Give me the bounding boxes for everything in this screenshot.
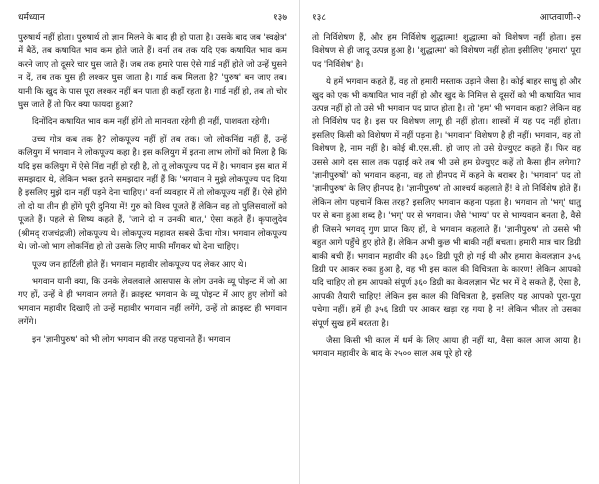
left-page [0,0,299,484]
right-page [300,0,599,484]
left-page-header [18,10,287,23]
paragraph: तो निर्विशेषण हैं, और हम निर्विशेष शुद्धात्मा! शुद्धात्मा को विशेषण नहीं होता। इस विशेषण से ही जादू उत्पन्न हुआ है। 'शुद्धात्मा' को विशेषण नहीं होता इसीलिए 'हमारा' पूरा पद 'निर्विशेष' है। [312,33,581,70]
page-number: १३८ [312,13,327,23]
paragraph: पुरुषार्थ नहीं होता। पुरुषार्थ तो ज्ञान मिलने के बाद ही हो पाता है। उसके बाद जब 'स्वक्षेत्र' में बैठें, तब कषायित भाव कम होते जाते हैं। वर्ना तब तक यदि एक कषायित भाव कम करने जाए तो दूसरे चार घुस जाते हैं। जब तक हमारे पास ऐसे गार्ड नहीं होते जो उन्हें घुसने न दें, तब तक घुस ही लश्कर घुस जाता है। गार्ड कब मिलता है? 'पुरुष' बन जाए तब। यानी कि खुद के पास पूरा लश्कर नहीं बन पाता ही कहाँ रहता है। गार्ड नहीं हो, तब तो चोर घुस जाते हैं तो फिर क्या फायदा हुआ? [18,33,287,111]
page-number: १३७ [272,13,287,23]
paragraph: भगवान यानी क्या, कि उनके लेवलवाले आसपास के लोग उनके व्यू पोइन्ट में जो आ गए हों, उन्हें वे ही भगवान लगते हैं। क्राइस्ट भगवान के व्यू पोइन्ट में आए हुए लोगों को भगवान महावीर दिखाएँ तो उन्हें महावीर भगवान नहीं लगेंगे, उन्हें तो क्राइस्ट ही भगवान लगेंगे। [18,276,287,328]
paragraph: ये हमें भगवान कहते हैं, वह तो हमारी मस्ताक उड़ाने जैसा है। कोई बाहर साधु हो और खुद को एक भी कषायित भाव नहीं हो और खुद के निमित्त से दूसरों को भी कषायित भाव उत्पन्न नहीं हो तो उसे भी भगवान पद प्राप्त होता है। तो 'हम' भी भगवान कहा? लेकिन वह तो निर्विशेष पद है। इस पर विशेषण लागू ही नहीं होता। शास्त्रों में यह पद नहीं होता। इसलिए किसी को विशेषण में नहीं पड़ना है। 'भगवान' विशेषण है ही नहीं। भगवान, वह तो विशेषण है, नाम नहीं है। कोई बी.एस.सी. हो जाए तो उसे ग्रेज्युएट कहते हैं। फिर वह उससे आगे दस साल तक पढ़ाई करे तब भी उसे हम ग्रेज्युएट कहें तो कैसा हीन लगेगा? 'ज्ञानीपुरुषों' को भगवान कहना, वह तो हीनपद में कहने के बराबर है। 'भगवान' पद तो 'ज्ञानीपुरुष' के लिए हीनपद है। 'ज्ञानीपुरुष' तो आश्चर्य कहलाते हैं! वे तो निर्विशेष होते हैं। लेकिन लोग पहचानें किस तरह? इसलिए भगवान कहना पड़ता है। भगवान तो 'भग्' धातु पर से बना हुआ शब्द है। 'भग्' पर से भगवान। जैसे 'भाग्य' पर से भाग्यवान बनता है, वैसे ही जिसने भगवद् गुण प्राप्त किए हों, वे भगवान कहलाते हैं। 'ज्ञानीपुरुष' तो उससे भी बहुत आगे पहुँचे हुए होते हैं। लेकिन अभी कुछ भी बाकी नहीं बचता। हमारी मात्र चार डिग्री बाकी बची हैं। भगवान महावीर की ३६० डिग्री पूरी हो गई थी और हमारा केवलज्ञान ३५६ डिग्री पर आकर रुका हुआ है, वह भी इस काल की विचित्रता के कारण! लेकिन आपको यदि चाहिए तो हम आपको संपूर्ण ३६० डिग्री का केवलज्ञान भेंट भर में दे सकते हैं, ऐसा है, आपकी तैयारी चाहिए! लेकिन इस काल की विचित्रता है, इसलिए यह आपको पूरा-पूरा पचेगा नहीं। हमें ही ३५६ डिग्री पर आकर खड़ा रह गया है न! लेकिन भीतर तो उसका संपूर्ण सुख हमें बरतता है। [312,77,581,329]
paragraph: उच्च गोत्र कब तक है? लोकपूज्य नहीं हों तब तक। जो लोकनिंद्य नहीं हैं, उन्हें कलियुग में भगवान ने लोकपूज्य कहा है। इस कलियुग में इतना लाभ लोगों को मिला है कि यदि इस कलियुग में ऐसे निंद्य नहीं हो रही है, तो तू लोकपूज्य पद में है। भगवान इस बात में समझदार थे, लेकिन भक्त इतने समझदार नहीं हैं कि 'भगवान ने मुझे लोकपूज्य पद दिया है इसलिए मुझे दान नहीं पड़ने देना चाहिए।' वर्ना व्यवहार में तो लोकपूज्य नहीं हैं। ऐसे होंगे तो दो या तीन ही होंगे पूरी दुनिया में! गुरु को विश्व पूजते हैं लेकिन वह तो पुलिसवालों को पूजते हैं। पहले से शिष्य कहते हैं, 'जाने दो न उनकी बात,' ऐसा कहते हैं। कृपालुदेव (श्रीमद् राजचंद्रजी) लोकपूज्य थे। लोकपूज्य महावत सबसे ऊँचा गोत्र। भगवान लोकपूज्य थे। जो-जो भाग लोकनिंद्य हो तो उसके लिए माफी माँगकर धो देना चाहिए। [18,134,287,253]
paragraph: इन 'ज्ञानीपुरुष' को भी लोग भगवान की तरह पहचानते हैं। भगवान [32,334,231,345]
paragraph: पूज्य जन हार्टिली होते हैं। भगवान महावीर लोकपूज्य पद लेकर आए थे। [32,259,247,270]
paragraph: जैसा किसी भी काल में धर्म के लिए आया ही नहीं था, वैसा काल आज आया है। भगवान महावीर के बाद के २५०० साल अब पूरे हो रहे [312,335,581,360]
running-title: धर्मध्यान [18,13,45,23]
running-title: आप्तवाणी-२ [539,13,581,23]
paragraph: दिनोंदिन कषायित भाव कम नहीं होंगे तो मानवता रहेगी ही नहीं, पाशवता रहेगी। [32,117,270,128]
right-page-header [312,10,581,23]
